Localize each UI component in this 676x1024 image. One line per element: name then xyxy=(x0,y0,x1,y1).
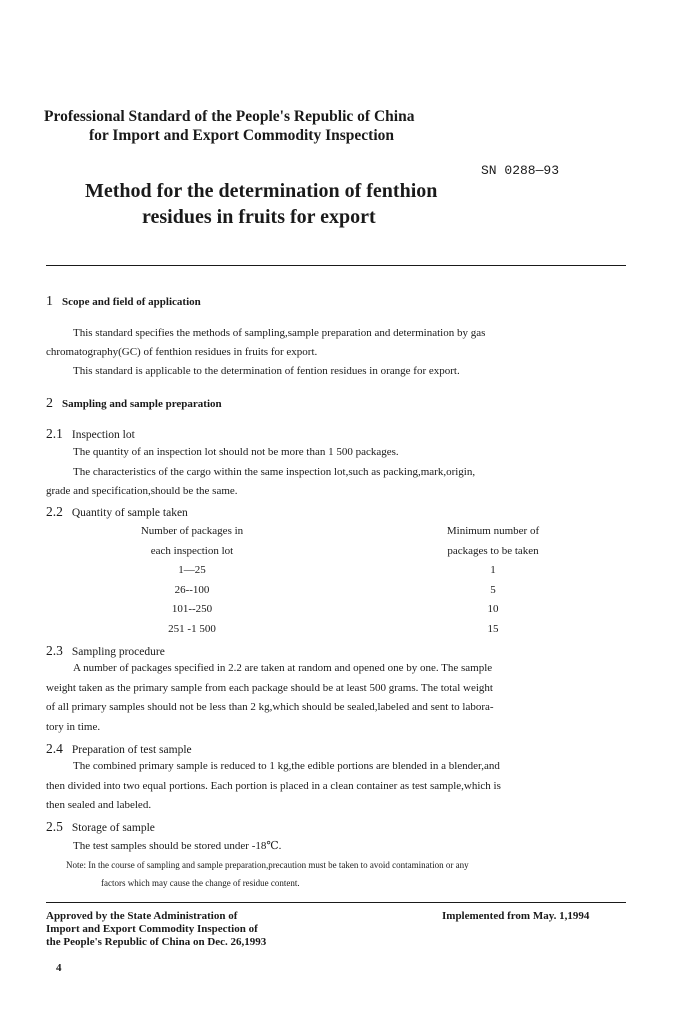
section-2-title: Sampling and sample preparation xyxy=(62,398,222,410)
subsection-2-2-heading xyxy=(46,504,188,520)
subsection-2-3-line-3: of all primary samples should not be less than 2 kg,which should be sealed,labeled and sent to labora- xyxy=(46,701,494,713)
note-line-1: Note: In the course of sampling and sample preparation,precaution must be taken to avoid contamination or any xyxy=(66,860,469,870)
subsection-2-1-paragraph-2-line-1: The characteristics of the cargo within the same inspection lot,such as packing,mark,origin, xyxy=(73,466,476,478)
table-row-3-range: 101--250 xyxy=(171,603,213,615)
subsection-2-1-paragraph-2-line-2: grade and specification,should be the same. xyxy=(46,485,238,497)
table-row-1-range: 1—25 xyxy=(178,564,206,576)
approval-line-3: the People's Republic of China on Dec. 26,1993 xyxy=(46,936,267,948)
subsection-2-3-line-2: weight taken as the primary sample from each package should be at least 500 grams. The total weight xyxy=(46,682,493,694)
subsection-2-4-line-2: then divided into two equal portions. Each portion is placed in a clean container as test sample,which is xyxy=(46,780,501,792)
subsection-2-4-line-1: The combined primary sample is reduced to 1 kg,the edible portions are blended in a blender,and xyxy=(73,760,500,772)
section-1-heading xyxy=(46,294,201,310)
subsection-2-2-number: 2.2 xyxy=(46,504,63,519)
page-number: 4 xyxy=(56,962,62,974)
subsection-2-1-heading xyxy=(46,426,135,442)
subsection-2-3-title: Sampling procedure xyxy=(71,646,165,658)
table-row-2-range: 26--100 xyxy=(174,584,210,596)
table-column-2-header-line-2: packages to be taken xyxy=(447,545,539,557)
section-1-number: 1 xyxy=(46,294,53,309)
subsection-2-2-title: Quantity of sample taken xyxy=(71,507,188,519)
subsection-2-1-paragraph-1: The quantity of an inspection lot should not be more than 1 500 packages. xyxy=(73,446,399,458)
section-1-paragraph-2: This standard is applicable to the determination of fention residues in orange for export. xyxy=(73,365,460,377)
subsection-2-3-line-4: tory in time. xyxy=(46,721,101,733)
table-row-2-minimum: 5 xyxy=(490,584,496,596)
table-column-2-header-line-1: Minimum number of xyxy=(446,525,540,537)
title-divider xyxy=(46,265,626,266)
footer-divider xyxy=(46,902,626,903)
subsection-2-3-heading xyxy=(46,643,165,659)
implementation-date: Implemented from May. 1,1994 xyxy=(442,910,590,922)
section-1-paragraph-1-line-1: This standard specifies the methods of sampling,sample preparation and determination by gas xyxy=(73,327,486,339)
table-row-1-minimum: 1 xyxy=(490,564,496,576)
approval-line-2: Import and Export Commodity Inspection of xyxy=(46,923,258,935)
note-line-2: factors which may cause the change of residue content. xyxy=(101,878,300,888)
header-line-1: Professional Standard of the People's Republic of China xyxy=(44,108,415,125)
approval-line-1: Approved by the State Administration of xyxy=(46,910,238,922)
table-row-4-minimum: 15 xyxy=(487,623,499,635)
section-2-heading xyxy=(46,396,222,412)
standard-code: SN 0288—93 xyxy=(481,163,560,178)
section-1-paragraph-1-line-2: chromatography(GC) of fenthion residues in fruits for export. xyxy=(46,346,318,358)
subsection-2-5-title: Storage of sample xyxy=(71,822,155,834)
subsection-2-4-heading xyxy=(46,741,192,757)
subsection-2-4-title: Preparation of test sample xyxy=(71,744,192,756)
table-column-1-header-line-1: Number of packages in xyxy=(140,525,244,537)
subsection-2-3-line-1: A number of packages specified in 2.2 are taken at random and opened one by one. The sample xyxy=(73,662,493,674)
section-1-title: Scope and field of application xyxy=(62,296,201,308)
subsection-2-1-title: Inspection lot xyxy=(71,429,135,441)
subsection-2-5-heading xyxy=(46,819,155,835)
table-column-1-header-line-2: each inspection lot xyxy=(150,545,234,557)
subsection-2-1-number: 2.1 xyxy=(46,426,63,441)
subsection-2-4-number: 2.4 xyxy=(46,741,63,756)
table-row-4-range: 251 -1 500 xyxy=(168,623,216,635)
subsection-2-5-number: 2.5 xyxy=(46,819,63,834)
section-2-number: 2 xyxy=(46,396,53,411)
subsection-2-3-number: 2.3 xyxy=(46,643,63,658)
table-row-3-minimum: 10 xyxy=(487,603,499,615)
document-title-line-2: residues in fruits for export xyxy=(142,206,376,228)
document-title-line-1: Method for the determination of fenthion xyxy=(85,180,438,202)
subsection-2-4-line-3: then sealed and labeled. xyxy=(46,799,152,811)
subsection-2-5-paragraph: The test samples should be stored under -18℃. xyxy=(73,840,282,852)
header-line-2: for Import and Export Commodity Inspection xyxy=(89,127,394,144)
